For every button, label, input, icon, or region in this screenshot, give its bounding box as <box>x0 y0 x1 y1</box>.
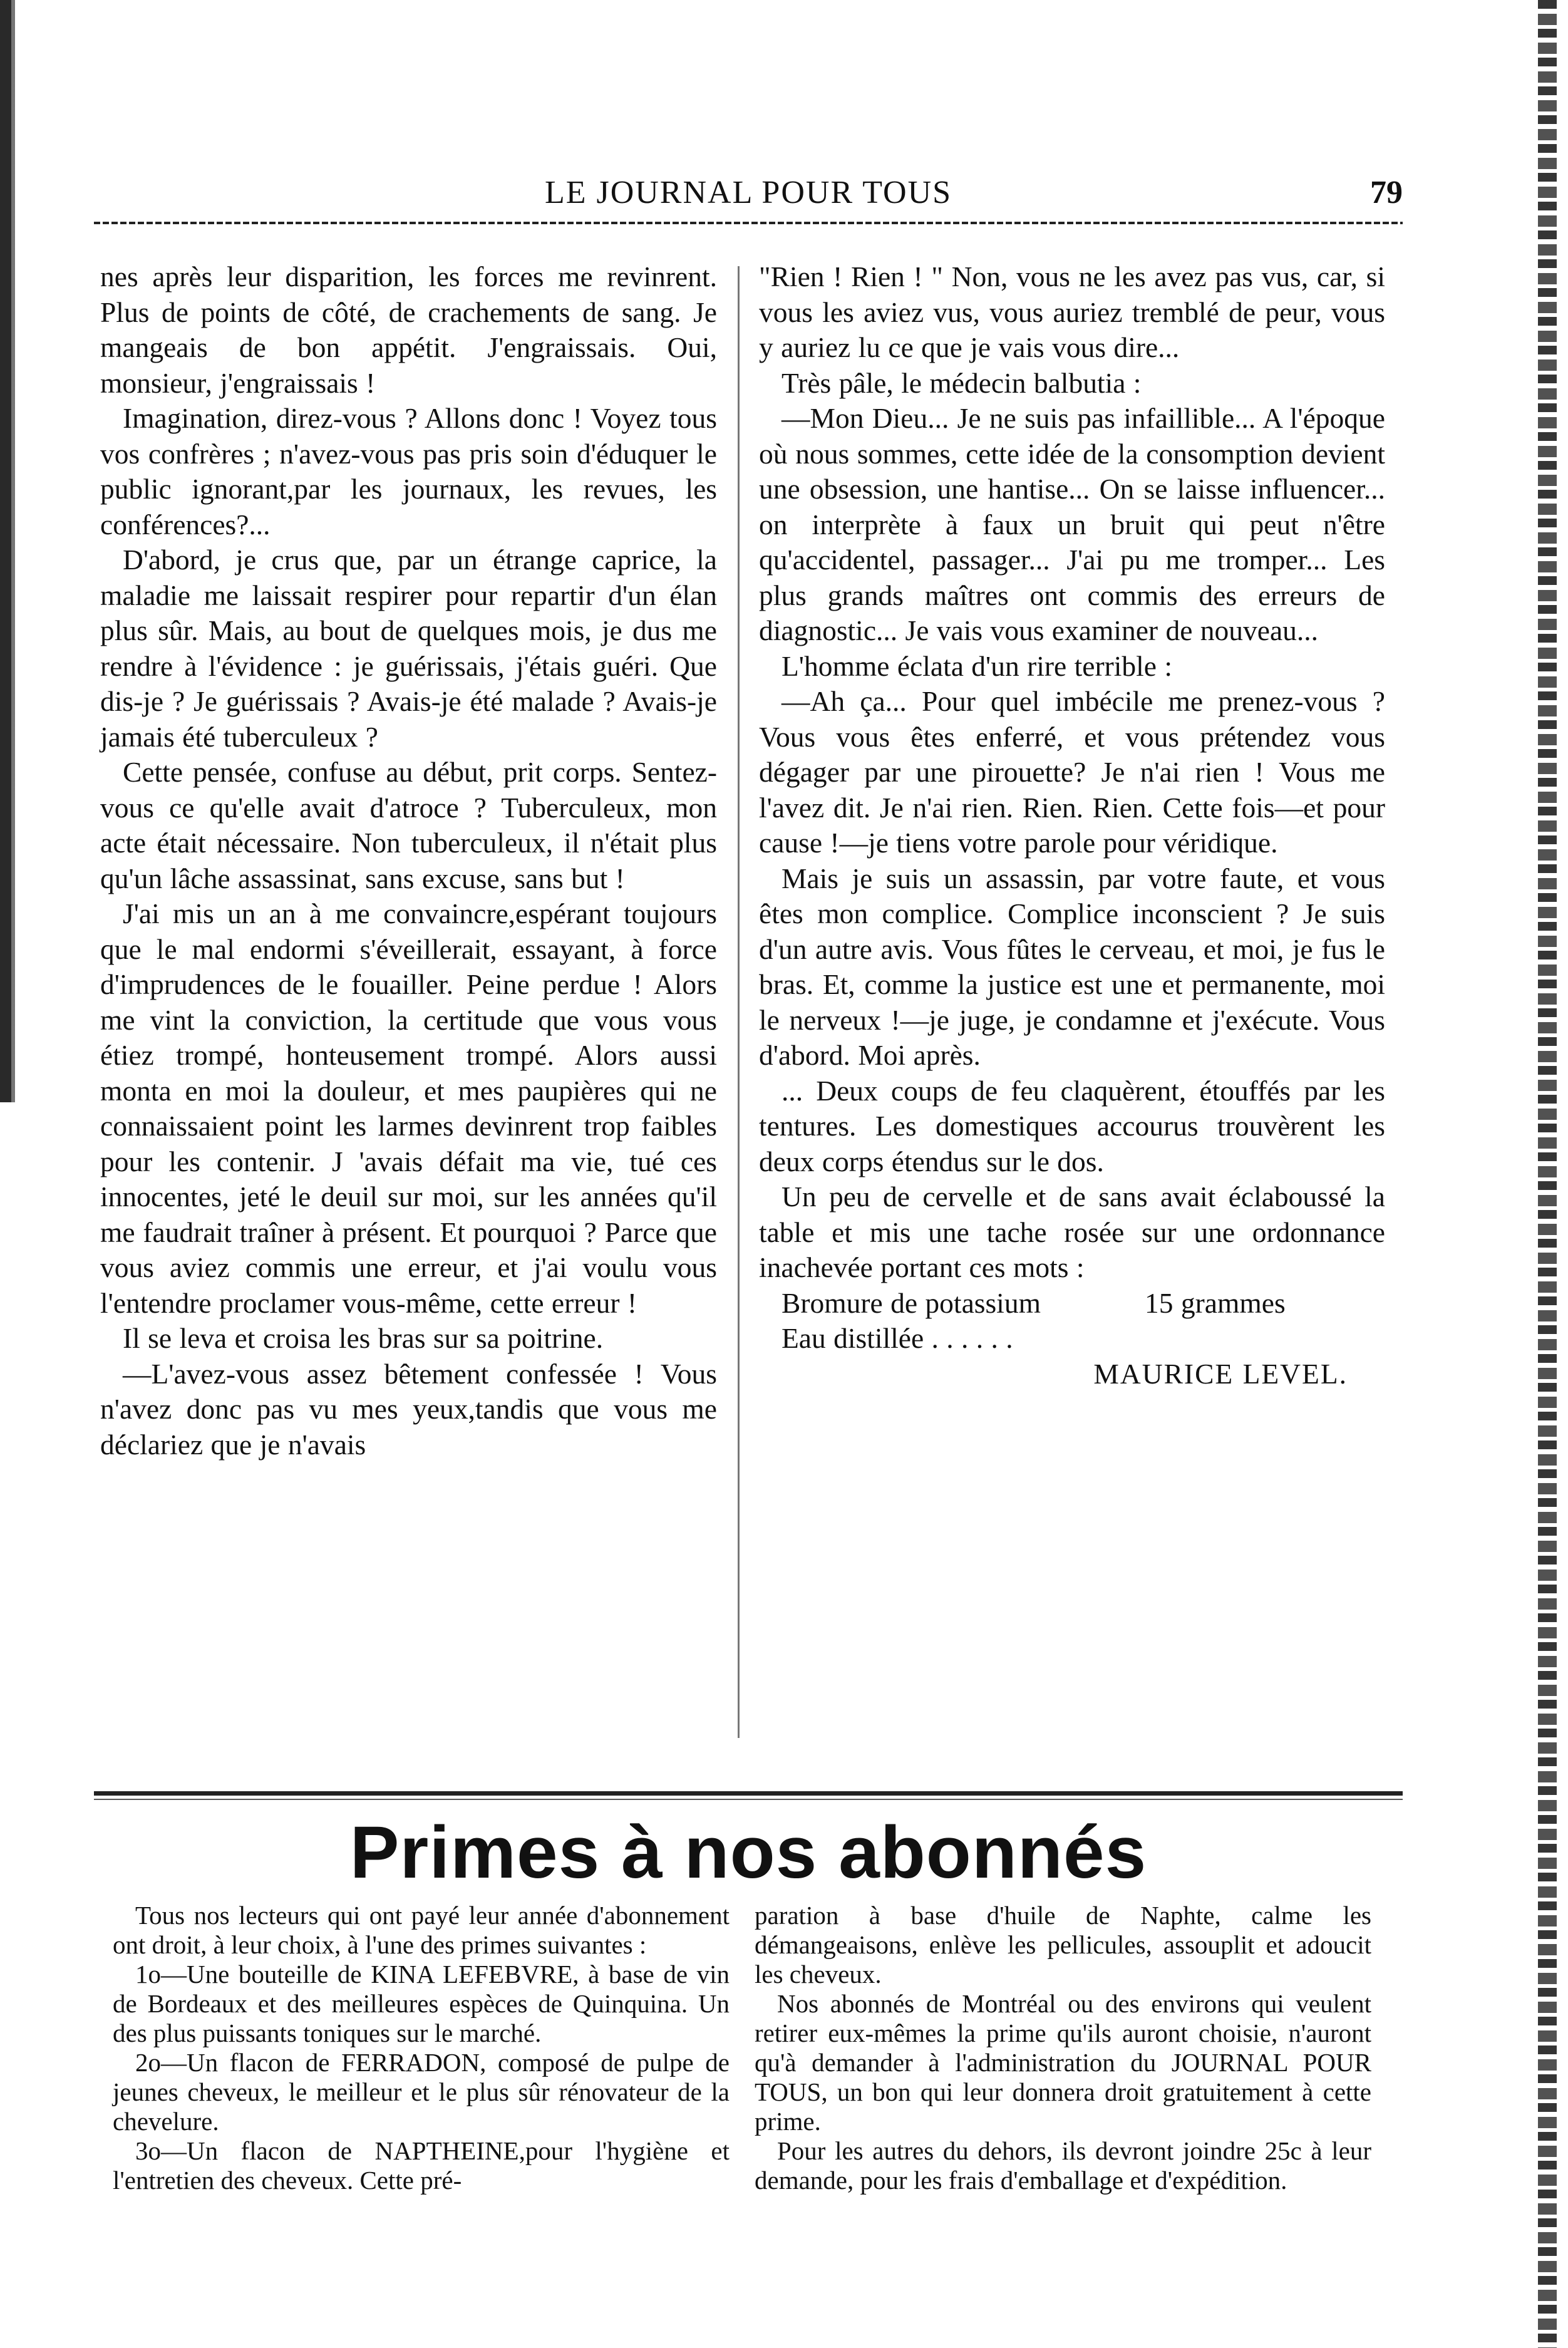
story-paragraph: D'abord, je crus que, par un étrange caprice, la maladie me laissait respirer pour repartir d'un élan plus sûr. Mais, au bout de quelques mois, je dus me rendre à l'évidence : je guérissais, j'étais guéri. Que dis-je ? Je guérissais ? Avais-je été malade ? Avais-je jamais été tuberculeux ? <box>100 544 717 753</box>
section-rule <box>94 1791 1403 1796</box>
primes-paragraph: paration à base d'huile de Naphte, calme les démangeaisons, enlève les pellicules, assouplit et adoucit les cheveux. <box>755 1901 1371 1989</box>
story-paragraph: J'ai mis un an à me convaincre,espérant toujours que le mal endormi s'éveillerait, essayant, à force d'imprudences de le fouailler. Peine perdue ! Alors me vint la conviction, la certitude que vous vous étiez trompé, honteusement trompé. Alors aussi monta en moi la douleur, et mes paupières qui ne connaissaient point les larmes devinrent trop faibles pour les contenir. J 'avais défait ma vie, tué ces innocentes, jeté le deuil sur moi, sur les années qu'il me faudrait traîner à présent. Et pourquoi ? Parce que vous aviez commis une erreur, et j'ai voulu vous l'entendre proclamer vous-même, cette erreur ! <box>100 897 717 1319</box>
author-signature: MAURICE LEVEL. <box>1093 1357 1348 1390</box>
story-paragraph: —Mon Dieu... Je ne suis pas infaillible... A l'époque où nous sommes, cette idée de la consomption devient une obsession, une hantise... On se laisse influencer... on interprète à faux un bruit qui peut n'être qu'accidentel, passager... J'ai pu me tromper... Les plus grands maîtres ont commis des erreurs de diagnostic... Je vais vous examiner de nouveau... <box>759 402 1385 646</box>
story-paragraph: Un peu de cervelle et de sans avait éclaboussé la table et mis une tache rosée sur une ordonnance inachevée portant ces mots : <box>759 1181 1385 1283</box>
primes-paragraph: 3o—Un flacon de NAPTHEINE,pour l'hygiène et l'entretien des cheveux. Cette pré- <box>113 2136 730 2195</box>
story-paragraph: —Ah ça... Pour quel imbécile me prenez-vous ? Vous vous êtes enferré, et vous prétendez vous dégager par une pirouette? Je n'ai rien ! Vous me l'avez dit. Je n'ai rien. Rien. Rien. Cette fois—et pour cause !—je tiens votre parole pour véridique. <box>759 685 1385 859</box>
story-column-left <box>100 259 717 1462</box>
primes-paragraph: 1o—Une bouteille de KINA LEFEBVRE, à base de vin de Bordeaux et des meilleures espèces de Quinquina. Un des plus puissants toniques sur le marché. <box>113 1960 730 2047</box>
primes-paragraph: Nos abonnés de Montréal ou des environs qui veulent retirer eux-mêmes la prime qu'ils auront choisie, n'auront qu'à demander à l'administration du JOURNAL POUR TOUS, un bon qui leur donnera droit gratuitement à cette prime. <box>755 1989 1371 2136</box>
page-number: 79 <box>1370 175 1403 210</box>
prescription-line <box>759 1286 1385 1321</box>
story-paragraph: ... Deux coups de feu claquèrent, étouffés par les tentures. Les domestiques accourus trouvèrent les deux corps étendus sur le dos. <box>759 1074 1385 1177</box>
journal-title: LE JOURNAL POUR TOUS <box>544 175 952 210</box>
primes-heading: Primes à nos abonnés <box>349 1811 1147 1894</box>
page-header <box>94 174 1403 220</box>
prescription-dose: 15 grammes <box>1145 1286 1286 1319</box>
scan-edge-left <box>0 0 21 1102</box>
story-paragraph: Cette pensée, confuse au début, prit corps. Sentez-vous ce qu'elle avait d'atroce ? Tuberculeux, mon acte était nécessaire. Non tuberculeux, il n'était plus qu'un lâche assassinat, sans excuse, sans but ! <box>100 756 717 894</box>
story-paragraph: Mais je suis un assassin, par votre faute, et vous êtes mon complice. Complice inconscient ? Je suis d'un autre avis. Vous fûtes le cerveau, et moi, je fus le bras. Et, comme la justice est une et permanente, moi le nerveux !—je juge, je condamne et j'exécute. Vous d'abord. Moi après. <box>759 862 1385 1071</box>
primes-paragraph: 2o—Un flacon de FERRADON, composé de pulpe de jeunes cheveux, le meilleur et le plus sûr rénovateur de la chevelure. <box>113 2048 730 2136</box>
story-right-paragraphs <box>759 259 1385 1286</box>
section-rule-thin <box>94 1799 1403 1800</box>
header-rule <box>94 222 1403 224</box>
primes-paragraph: Tous nos lecteurs qui ont payé leur année d'abonnement ont droit, à leur choix, à l'une des primes suivantes : <box>113 1901 730 1959</box>
story-paragraph: —L'avez-vous assez bêtement confessée ! Vous n'avez donc pas vu mes yeux,tandis que vous me déclariez que je n'avais <box>100 1357 717 1461</box>
primes-column-right <box>755 1901 1371 2195</box>
column-divider <box>738 266 740 1738</box>
primes-paragraph: Pour les autres du dehors, ils devront joindre 25c à leur demande, pour les frais d'emballage et d'expédition. <box>755 2136 1371 2195</box>
story-paragraph: "Rien ! Rien ! " Non, vous ne les avez pas vus, car, si vous les aviez vus, vous auriez tremblé de peur, vous y auriez lu ce que je vais vous dire... <box>759 261 1385 363</box>
prescription-item: Bromure de potassium <box>781 1286 1041 1319</box>
scan-edge-right <box>1538 0 1557 2348</box>
story-paragraph: nes après leur disparition, les forces me revinrent. Plus de points de côté, de crachements de sang. Je mangeais de bon appétit. J'engraissais. Oui, monsieur, j'engraissais ! <box>100 261 717 399</box>
story-paragraph: L'homme éclata d'un rire terrible : <box>781 649 1173 682</box>
prescription-line <box>759 1321 1385 1357</box>
prescription-block <box>759 1286 1385 1357</box>
story-paragraph: Il se leva et croisa les bras sur sa poitrine. <box>123 1322 604 1354</box>
story-paragraph: Très pâle, le médecin balbutia : <box>781 366 1142 399</box>
story-paragraph: Imagination, direz-vous ? Allons donc ! Voyez tous vos confrères ; n'avez-vous pas pris soin d'éduquer le public ignorant,par les journaux, les revues, les conférences?... <box>100 402 717 540</box>
prescription-item: Eau distillée . . . . . . <box>781 1322 1013 1354</box>
story-column-right <box>759 259 1385 1392</box>
primes-column-left <box>113 1901 730 2195</box>
